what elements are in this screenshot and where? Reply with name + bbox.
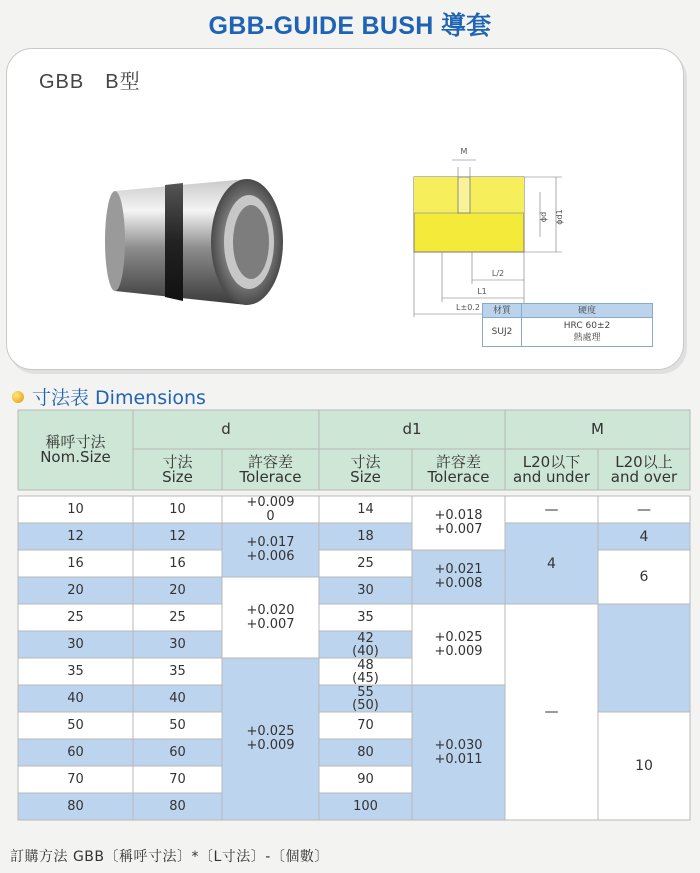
nom-size-header xyxy=(18,410,133,490)
d1-value: 25 xyxy=(357,556,374,571)
nom-value: 40 xyxy=(67,691,84,706)
m-under: — xyxy=(544,704,559,720)
d1-value: 80 xyxy=(357,745,374,760)
material-value: SUJ2 xyxy=(483,318,522,347)
m-under-header xyxy=(505,449,598,490)
page-title: GBB-GUIDE BUSH 導套 xyxy=(208,12,492,40)
d-tolerance-header-en: Tolerace xyxy=(239,467,302,486)
treatment-text: 熱處理 xyxy=(573,333,601,343)
d1-tolerance-header-zh: 許容差 xyxy=(435,452,481,471)
d1-value: 48 (45) xyxy=(352,657,379,686)
d1-tol-upper: +0.025 xyxy=(434,629,483,645)
d-value: 10 xyxy=(169,502,186,517)
d1-tol-upper: +0.021 xyxy=(434,562,483,577)
m-header: M xyxy=(591,420,604,438)
d-tol-lower: +0.009 xyxy=(246,738,295,753)
d1-header: d1 xyxy=(402,420,422,438)
d-value: 60 xyxy=(169,745,186,760)
d1-label: ϕd1 xyxy=(555,209,564,225)
m-under-header-zh: L20以下 xyxy=(522,452,581,471)
d-value: 35 xyxy=(169,664,186,679)
d1-size-header-en: Size xyxy=(350,467,381,486)
d-tolerance-header xyxy=(222,449,319,490)
d1-size-header-zh: 寸法 xyxy=(350,452,381,471)
m-label: M xyxy=(460,147,468,156)
m-over: 6 xyxy=(639,569,649,585)
d1-tol-lower: +0.008 xyxy=(434,576,483,591)
d-tol-upper: +0.020 xyxy=(246,602,295,618)
d-header: d xyxy=(221,420,231,438)
d-value: 80 xyxy=(169,799,186,814)
d-size-header-en: Size xyxy=(162,467,193,486)
d1-value: 100 xyxy=(353,799,378,814)
product-type-label: GBB B型 xyxy=(39,71,141,93)
d1-value: 14 xyxy=(357,502,374,517)
d-tolerance-header-zh: 許容差 xyxy=(247,452,293,471)
d-tol xyxy=(222,523,319,577)
nom-value: 20 xyxy=(67,583,84,598)
d-value: 20 xyxy=(169,583,186,598)
d-value: 16 xyxy=(169,556,186,571)
m-over-header-zh: L20以上 xyxy=(615,452,673,471)
d1-value: 30 xyxy=(357,583,374,598)
d-tol xyxy=(222,496,319,523)
length-label: L±0.2 xyxy=(456,303,480,312)
m-over-header-en: and over xyxy=(610,467,678,486)
d-tol-lower: +0.007 xyxy=(246,616,295,632)
d1-size-header xyxy=(319,449,412,490)
nom-size-header-en: Nom.Size xyxy=(40,448,111,466)
d1-value: 35 xyxy=(357,610,374,625)
order-note: 訂購方法 GBB〔稱呼寸法〕*〔L寸法〕-〔個數〕 xyxy=(10,849,329,865)
nom-value: 16 xyxy=(67,556,84,571)
d-value: 12 xyxy=(169,529,186,544)
section-title-text: 寸法表 Dimensions xyxy=(32,387,206,409)
d-tol-lower: +0.006 xyxy=(246,549,295,564)
d-tol-upper: +0.017 xyxy=(246,535,295,550)
m-over: 4 xyxy=(639,528,649,545)
d1-value: 18 xyxy=(357,529,374,544)
m-over: — xyxy=(637,501,651,518)
m-under: — xyxy=(544,501,559,518)
material-header: 材質 xyxy=(483,304,522,318)
nom-size-header-zh: 稱呼寸法 xyxy=(45,433,106,451)
d1-tol xyxy=(412,550,505,604)
d1-tol-lower: +0.009 xyxy=(434,643,483,659)
d1-tolerance-header-en: Tolerace xyxy=(427,467,490,486)
d-value: 25 xyxy=(169,610,186,625)
d-size-header xyxy=(133,449,222,490)
nom-value: 35 xyxy=(67,664,84,679)
nom-value: 80 xyxy=(67,799,84,814)
l1-label: L1 xyxy=(477,287,487,296)
d1-value: 55 (50) xyxy=(352,684,379,713)
d-value: 40 xyxy=(169,691,186,706)
d-tol-lower: 0 xyxy=(266,508,275,524)
d1-value: 70 xyxy=(357,718,374,733)
d-tol xyxy=(222,577,319,658)
m-over xyxy=(598,604,690,712)
d1-tol-lower: +0.007 xyxy=(434,522,483,537)
nom-value: 10 xyxy=(67,502,84,517)
half-length-label: L/2 xyxy=(491,269,505,278)
m-under: 4 xyxy=(547,555,556,572)
d-label: ϕd xyxy=(539,211,548,223)
nom-value: 25 xyxy=(67,610,84,625)
d1-tol-upper: +0.018 xyxy=(434,508,483,523)
d1-tol-upper: +0.030 xyxy=(434,737,483,753)
hardness-header: 硬度 xyxy=(522,304,653,318)
d1-tol xyxy=(412,685,505,820)
d1-tolerance-header xyxy=(412,449,505,490)
nom-value: 60 xyxy=(67,745,84,760)
d-value: 70 xyxy=(169,772,186,787)
m-under-header-en: and under xyxy=(513,467,590,486)
nom-value: 12 xyxy=(67,529,84,544)
d1-tol xyxy=(412,496,505,550)
d1-value: 42 (40) xyxy=(352,630,379,659)
d-value: 50 xyxy=(169,718,186,733)
d1-value: 90 xyxy=(357,772,374,787)
d1-tol xyxy=(412,604,505,685)
d-tol-upper: +0.025 xyxy=(246,724,295,739)
d-tol xyxy=(222,658,319,820)
d-value: 30 xyxy=(169,637,186,652)
d-tol-upper: +0.009 xyxy=(246,494,295,510)
d-size-header-zh: 寸法 xyxy=(162,452,193,471)
d1-tol-lower: +0.011 xyxy=(434,751,483,767)
nom-value: 30 xyxy=(67,637,84,652)
nom-value: 70 xyxy=(67,772,84,787)
m-over: 10 xyxy=(635,758,653,774)
hardness-text: HRC 60±2 xyxy=(563,321,611,331)
nom-value: 50 xyxy=(67,718,84,733)
m-over-header xyxy=(598,449,690,490)
